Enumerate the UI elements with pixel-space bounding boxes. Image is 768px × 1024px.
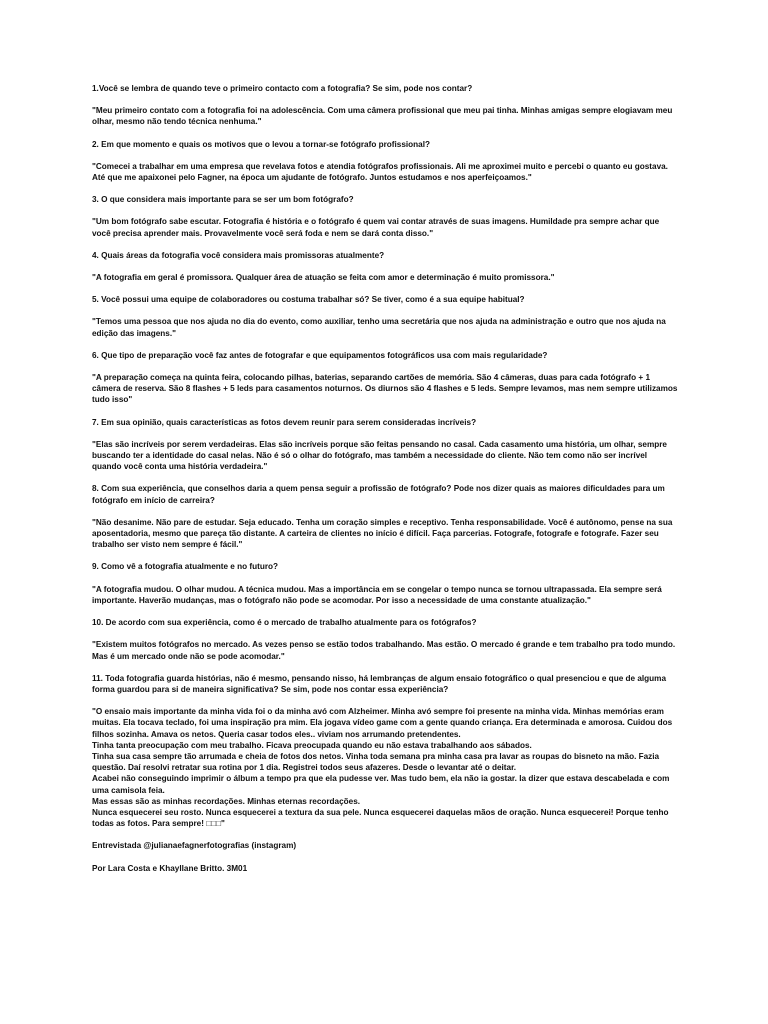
answer-11: "O ensaio mais importante da minha vida foi o da minha avó com Alzheimer. Minha avó sempre foi presente na minha vida. Minhas memórias eram muitas. Ela tocava teclado, foi uma inspiração pra mim. Ela jogava vídeo game com a gente quando criança. Era determinada e amorosa. Cuidou dos filhos sozinha. Amava os netos. Queria casar todos eles.. viviam nos arrumando pretendentes. Tinha tanta preocupação com meu trabalho. Ficava preocupada quando eu não estava trabalhando aos sábados. Tinha sua casa sempre tão arrumada e cheia de fotos dos netos. Vinha toda semana pra minha casa pra lavar as roupas do bisneto na mão. Fazia questão. Daí resolvi retratar sua rotina por 1 dia. Registrei todos seus afazeres. Desde o levantar até o deitar. Acabei não conseguindo imprimir o álbum a tempo pra que ela pudesse ver. Mas tudo bem, ela não ia gostar. Ia dizer que estava descabelada e com uma camisola feia. Mas essas são as minhas recordações. Minhas eternas recordações. Nunca esquecerei seu rosto. Nunca esquecerei a textura da sua pele. Nunca esquecerei daquelas mãos de oração. Nunca esquecerei! Porque tenho todas as fotos. Para sempre! □□□" [92, 707, 673, 829]
answer-6: "A preparação começa na quinta feira, colocando pilhas, baterias, separando cartões de memória. São 4 câmeras, duas para cada fotógrafo + 1 câmera de reserva. São 8 flashes + 5 leds para casamentos noturnos. Os diurnos são 4 flashes e 5 leds. Sempre levamos, mas nem sempre utilizamos tudo isso" [92, 373, 678, 405]
question-4: 4. Quais áreas da fotografia você considera mais promissoras atualmente? [92, 250, 385, 260]
question-10: 10. De acordo com sua experiência, como é o mercado de trabalho atualmente para os fotógrafos? [92, 618, 477, 628]
answer-5: "Temos uma pessoa que nos ajuda no dia do evento, como auxiliar, tenho uma secretária que nos ajuda na administração e outro que nos ajuda na edição das imagens." [92, 317, 666, 338]
document-page [92, 83, 678, 885]
answer-7: "Elas são incríveis por serem verdadeiras. Elas são incríveis porque são feitas pensando no casal. Cada casamento uma história, um olhar, sempre buscando ter a identidade do casal nelas. Não é só o olhar do fotógrafo, mas também a necessidade do cliente. Não tem como não ser incrível quando você conta uma história verdadeira." [92, 439, 667, 472]
answer-9: "A fotografia mudou. O olhar mudou. A técnica mudou. Mas a importância em se congelar o tempo nunca se tornou ultrapassada. Ela sempre será importante. Haverão mudanças, mas o fotógrafo não pode se acomodar. Por isso a necessidade de uma constante atualização." [92, 584, 662, 605]
question-7: 7. Em sua opinião, quais características as fotos devem reunir para serem consideradas incríveis? [92, 417, 477, 427]
answer-2: "Comecei a trabalhar em uma empresa que revelava fotos e atendia fotógrafos profissionais. Ali me aproximei muito e percebi o quanto eu gostava. Até que me apaixonei pelo Fagner, na época um ajudante de fotógrafo. Juntos estudamos e nos aperfeiçoamos." [92, 161, 668, 183]
question-3: 3. O que considera mais importante para se ser um bom fotógrafo? [92, 195, 354, 205]
question-8: 8. Com sua experiência, que conselhos daria a quem pensa seguir a profissão de fotógrafo? Pode nos dizer quais as maiores dificuldades para um fotógrafo em início de carreira? [92, 484, 665, 505]
question-9: 9. Como vê a fotografia atualmente e no futuro? [92, 562, 279, 572]
question-6: 6. Que tipo de preparação você faz antes de fotografar e que equipamentos fotográficos usa com mais regularidade? [92, 350, 548, 360]
answer-3: "Um bom fotógrafo sabe escutar. Fotografia é história e o fotógrafo é quem vai contar através de suas imagens. Humildade pra sempre achar que você precisa aprender mais. Provavelmente você será foda e nem se dará conta disso." [92, 217, 660, 238]
author-credit: Por Lara Costa e Khayllane Britto. 3M01 [92, 863, 248, 873]
question-5: 5. Você possui uma equipe de colaboradores ou costuma trabalhar só? Se tiver, como é a sua equipe habitual? [92, 295, 525, 305]
question-2: 2. Em que momento e quais os motivos que o levou a tornar-se fotógrafo profissional? [92, 139, 431, 149]
answer-10: "Existem muitos fotógrafos no mercado. As vezes penso se estão todos trabalhando. Mas estão. O mercado é grande e tem trabalho pra todo mundo. Mas é um mercado onde não se pode acomodar." [92, 640, 676, 661]
answer-1: "Meu primeiro contato com a fotografia foi na adolescência. Com uma câmera profissional que meu pai tinha. Minhas amigas sempre elogiavam meu olhar, mesmo não tendo técnica nenhuma." [92, 106, 673, 127]
question-11: 11. Toda fotografia guarda histórias, não é mesmo, pensando nisso, há lembranças de algum ensaio fotográfico o qual presenciou e que de alguma forma guardou para si de maneira significativa? Se sim, pode nos contar essa experiência? [92, 673, 667, 694]
answer-4: "A fotografia em geral é promissora. Qualquer área de atuação se feita com amor e determinação é muito promissora." [92, 273, 555, 283]
interviewee-credit: Entrevistada @julianaefagnerfotografias (instagram) [92, 841, 297, 851]
question-1: 1.Você se lembra de quando teve o primeiro contacto com a fotografia? Se sim, pode nos contar? [92, 84, 473, 93]
answer-8: "Não desanime. Não pare de estudar. Seja educado. Tenha um coração simples e receptivo. Tenha responsabilidade. Você é autônomo, pense na sua aposentadoria, mesmo que pareça tão distante. A carteira de clientes no início é difícil. Faça parcerias. Fotografe, fotografe e fotografe. Fazer seu trabalho ser visto nem sempre é fácil." [92, 517, 673, 550]
